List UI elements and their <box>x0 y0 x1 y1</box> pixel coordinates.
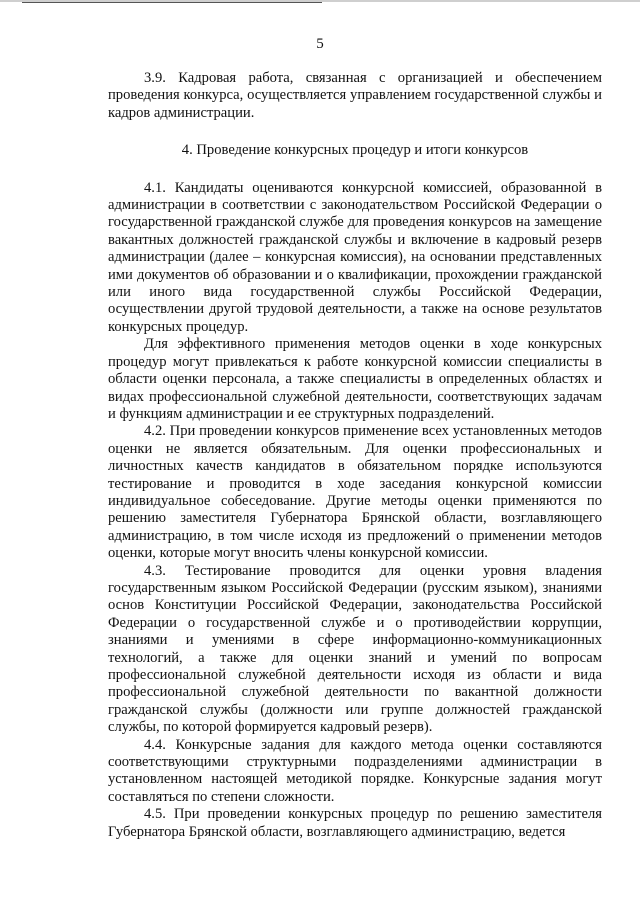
paragraph-4-2: 4.2. При проведении конкурсов применение всех установленных методов оценки не является обязательным. Для оценки профессиональных и личностных качеств кандидатов в обязательном порядке используются тестирование и проводится в ходе заседания конкурсной комиссии индивидуальное собеседование. Другие методы оценки применяются по решению заместителя Губернатора Брянской области, возглавляющего администрацию, в том числе исходя из предложений о применении методов оценки, которые могут вносить члены конкурсной комиссии. <box>108 423 602 562</box>
document-body <box>108 70 602 841</box>
paragraph-4-3: 4.3. Тестирование проводится для оценки уровня владения государственным языком Российской Федерации (русским языком), знаниями основ Конституции Российской Федерации, законодательства Российской Федерации о государственной службе и о противодействии коррупции, знаниями и умениями в сфере информационно-коммуникационных технологий, а также для оценки знаний и умений по вопросам профессиональной служебной деятельности исходя из области и вида профессиональной служебной деятельности по вакантной должности гражданской службы (должности или группе должностей гражданской службы, по которой формируется кадровый резерв). <box>108 562 602 736</box>
paragraph-3-9: 3.9. Кадровая работа, связанная с организацией и обеспечением проведения конкурса, осуществляется управлением государственной службы и кадров администрации. <box>108 70 602 121</box>
paragraph-4-5: 4.5. При проведении конкурсных процедур по решению заместителя Губернатора Брянской области, возглавляющего администрацию, ведется <box>108 806 602 840</box>
page-number: 5 <box>316 36 324 52</box>
top-rule <box>22 2 322 3</box>
paragraph-4-1: 4.1. Кандидаты оцениваются конкурсной комиссией, образованной в администрации в соответствии с законодательством Российской Федерации о государственной гражданской службе для проведения конкурсов на замещение вакантных должностей гражданской службы и включение в кадровый резерв администрации (далее – конкурсная комиссия), на основании представленных ими документов об образовании и о квалификации, прохождении гражданской или иного вида государственной службы Российской Федерации, осуществлении другой трудовой деятельности, а также на основе результатов конкурсных процедур. <box>108 179 602 335</box>
paragraph-4-1-experts: Для эффективного применения методов оценки в ходе конкурсных процедур могут привлекаться к работе конкурсной комиссии специалисты в области оценки персонала, а также специалисты в определенных областях и видах профессиональной служебной деятельности, соответствующих задачам и функциям администрации и ее структурных подразделений. <box>108 336 602 422</box>
paragraph-4-4: 4.4. Конкурсные задания для каждого метода оценки составляются соответствующими структурными подразделениями администрации в установленном настоящей методикой порядке. Конкурсные задания могут составляться по степени сложности. <box>108 736 602 805</box>
section-heading: 4. Проведение конкурсных процедур и итоги конкурсов <box>181 142 529 159</box>
